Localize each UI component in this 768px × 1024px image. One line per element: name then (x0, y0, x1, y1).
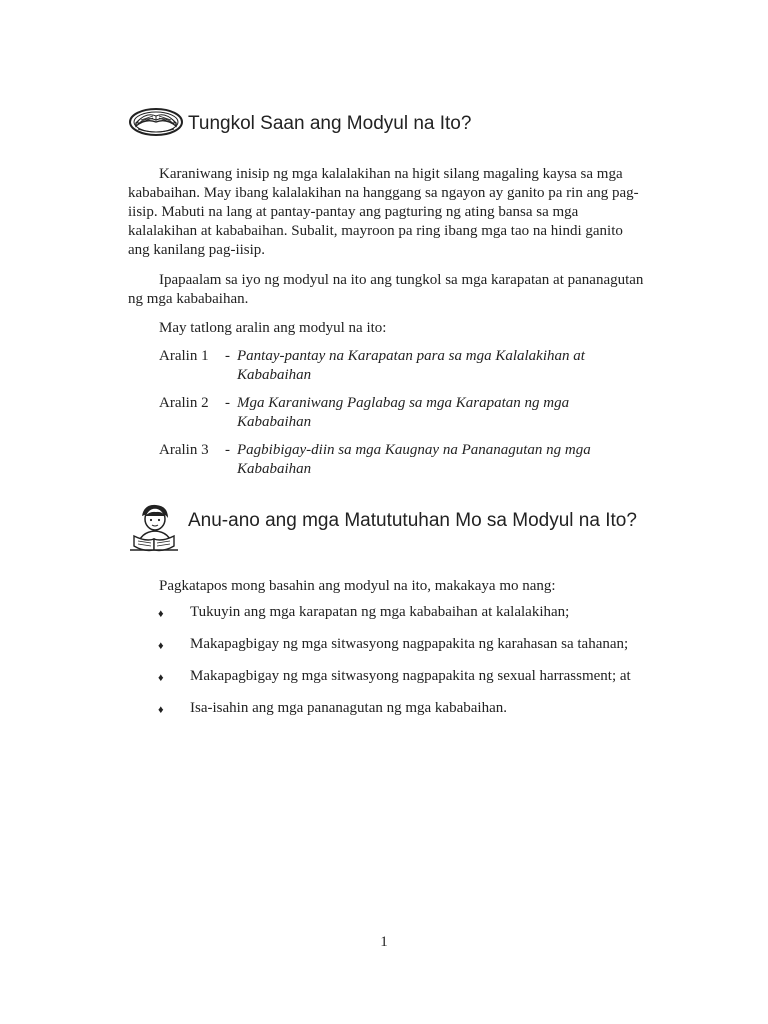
lesson-item (159, 394, 659, 432)
section-heading-1 (128, 103, 471, 142)
list-item (158, 699, 678, 720)
objective-text: Makapagbigay ng mga sitwasyong nagpapakita ng sexual harrassment; at (190, 668, 631, 684)
intro-paragraph-3: May tatlong aralin ang modyul na ito: (159, 320, 387, 336)
section-heading-2 (128, 502, 658, 559)
diamond-bullet-icon: ♦ (158, 608, 164, 620)
list-item (158, 667, 678, 688)
section-heading-2-text: Anu-ano ang mga Matututuhan Mo sa Modyul na Ito? (188, 510, 637, 531)
intro-paragraph-2: Ipapaalam sa iyo ng modyul na ito ang tungkol sa mga karapatan at pananagutan ng mga kababaihan. (128, 272, 644, 307)
student-reading-icon (128, 502, 180, 559)
lesson-item (159, 441, 659, 479)
objectives-list (158, 603, 678, 731)
lesson-list (159, 347, 659, 488)
list-item (158, 603, 678, 624)
lesson-item (159, 347, 659, 385)
objectives-intro: Pagkatapos mong basahin ang modyul na ito, makakaya mo nang: (159, 578, 556, 594)
diamond-bullet-icon: ♦ (158, 672, 164, 684)
lesson-dash: - (225, 442, 230, 458)
section-heading-1-text: Tungkol Saan ang Modyul na Ito? (188, 112, 472, 134)
objective-text: Tukuyin ang mga karapatan ng mga kababaihan at kalalakihan; (190, 604, 570, 620)
intro-paragraph-1: Karaniwang inisip ng mga kalalakihan na higit silang magaling kaysa sa mga kababaihan. May ibang kalalakihan na hanggang sa ngayon ay ganito pa rin ang pag-iisip. Mabuti na lang at pantay-pantay ang pagturing ng ating bansa sa mga kalalakihan at kababaihan. Subalit, mayroon pa ring ibang mga tao na hindi ganito ang kanilang pag-iisip. (128, 166, 639, 258)
objective-text: Isa-isahin ang mga pananagutan ng mga kababaihan. (190, 700, 507, 716)
lesson-title: Pantay-pantay na Karapatan para sa mga Kalalakihan at Kababaihan (237, 348, 585, 383)
diamond-bullet-icon: ♦ (158, 704, 164, 716)
diamond-bullet-icon: ♦ (158, 640, 164, 652)
lesson-dash: - (225, 395, 230, 411)
lesson-title: Pagbibigay-diin sa mga Kaugnay na Pananagutan ng mga Kababaihan (237, 442, 591, 477)
objective-text: Makapagbigay ng mga sitwasyong nagpapakita ng karahasan sa tahanan; (190, 636, 629, 652)
lesson-dash: - (225, 348, 230, 364)
open-book-icon (128, 103, 184, 142)
lesson-number: Aralin 3 (159, 442, 209, 458)
lesson-number: Aralin 1 (159, 348, 209, 364)
list-item (158, 635, 678, 656)
page-number: 1 (380, 934, 388, 950)
lesson-title: Mga Karaniwang Paglabag sa mga Karapatan ng mga Kababaihan (237, 395, 570, 430)
lesson-number: Aralin 2 (159, 395, 209, 411)
